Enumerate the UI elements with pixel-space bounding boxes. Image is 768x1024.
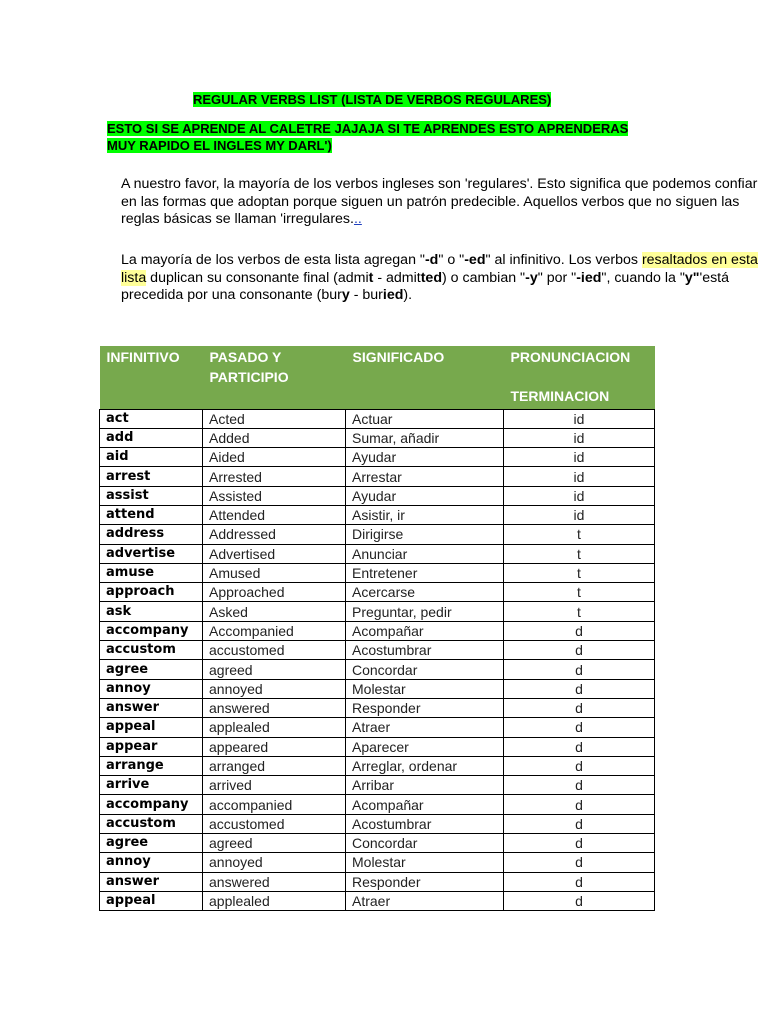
cell-pasado: applealed (203, 718, 346, 737)
cell-significado: Asistir, ir (346, 505, 504, 524)
cell-terminacion: d (504, 834, 655, 853)
cell-infinitivo: arrange (100, 756, 203, 775)
cell-infinitivo: answer (100, 698, 203, 717)
header-infinitivo: INFINITIVO (100, 346, 203, 409)
table-body (100, 409, 655, 911)
cell-significado: Ayudar (346, 486, 504, 505)
cell-pasado: Assisted (203, 486, 346, 505)
cell-pasado: accompanied (203, 795, 346, 814)
table-header-row (100, 346, 655, 409)
table-row (100, 448, 655, 467)
table-row (100, 872, 655, 891)
cell-pasado: Added (203, 428, 346, 447)
cell-infinitivo: appeal (100, 891, 203, 910)
table-row (100, 718, 655, 737)
cell-infinitivo: agree (100, 834, 203, 853)
cell-infinitivo: address (100, 525, 203, 544)
table-row (100, 621, 655, 640)
table-row (100, 583, 655, 602)
cell-significado: Dirigirse (346, 525, 504, 544)
header-pronunciacion: PRONUNCIACION TERMINACION (504, 346, 655, 409)
table-row (100, 814, 655, 833)
cell-significado: Entretener (346, 563, 504, 582)
cell-pasado: answered (203, 698, 346, 717)
cell-pasado: accustomed (203, 641, 346, 660)
cell-terminacion: d (504, 718, 655, 737)
document-title: REGULAR VERBS LIST (LISTA DE VERBOS REGULARES) (193, 92, 552, 107)
table-row (100, 756, 655, 775)
cell-pasado: arrived (203, 776, 346, 795)
cell-terminacion: id (504, 428, 655, 447)
cell-terminacion: d (504, 891, 655, 910)
cell-infinitivo: annoy (100, 679, 203, 698)
cell-infinitivo: approach (100, 583, 203, 602)
cell-terminacion: t (504, 563, 655, 582)
cell-significado: Sumar, añadir (346, 428, 504, 447)
cell-significado: Preguntar, pedir (346, 602, 504, 621)
cell-pasado: Acted (203, 409, 346, 428)
table-row (100, 602, 655, 621)
cell-significado: Actuar (346, 409, 504, 428)
cell-pasado: Attended (203, 505, 346, 524)
cell-significado: Arribar (346, 776, 504, 795)
table-row (100, 525, 655, 544)
cell-infinitivo: act (100, 409, 203, 428)
cell-pasado: Approached (203, 583, 346, 602)
table-row (100, 853, 655, 872)
cell-infinitivo: advertise (100, 544, 203, 563)
cell-terminacion: id (504, 448, 655, 467)
cell-significado: Molestar (346, 853, 504, 872)
cell-infinitivo: assist (100, 486, 203, 505)
cell-infinitivo: accustom (100, 641, 203, 660)
cell-terminacion: d (504, 737, 655, 756)
cell-terminacion: d (504, 776, 655, 795)
table-row (100, 428, 655, 447)
cell-infinitivo: accompany (100, 621, 203, 640)
cell-pasado: agreed (203, 834, 346, 853)
table-row (100, 563, 655, 582)
cell-significado: Aparecer (346, 737, 504, 756)
cell-infinitivo: arrive (100, 776, 203, 795)
cell-pasado: applealed (203, 891, 346, 910)
cell-infinitivo: accustom (100, 814, 203, 833)
highlighted-text: resaltados en esta lista (121, 252, 758, 286)
cell-terminacion: t (504, 583, 655, 602)
cell-infinitivo: add (100, 428, 203, 447)
table-row (100, 409, 655, 428)
cell-infinitivo: agree (100, 660, 203, 679)
cell-terminacion: id (504, 467, 655, 486)
intro-paragraph: A nuestro favor, la mayoría de los verbos ingleses son 'regulares'. Esto significa que podemos confiar en las formas que adoptan porque siguen un patrón predecible. Aquellos verbos que no siguen las reglas básicas se llaman 'irregulares... (121, 176, 758, 227)
cell-infinitivo: answer (100, 872, 203, 891)
cell-infinitivo: annoy (100, 853, 203, 872)
cell-infinitivo: aid (100, 448, 203, 467)
cell-terminacion: t (504, 544, 655, 563)
header-significado: SIGNIFICADO (346, 346, 504, 409)
header-pasado: PASADO Y PARTICIPIO (203, 346, 346, 409)
cell-terminacion: d (504, 814, 655, 833)
cell-significado: Acostumbrar (346, 814, 504, 833)
cell-significado: Arreglar, ordenar (346, 756, 504, 775)
cell-pasado: accustomed (203, 814, 346, 833)
cell-infinitivo: amuse (100, 563, 203, 582)
cell-significado: Ayudar (346, 448, 504, 467)
rules-paragraph: La mayoría de los verbos de esta lista agregan "-d" o "-ed" al infinitivo. Los verbos resaltados en esta lista duplican su consonante final (admit - admitted) o cambian "-y" por "-ied", cuando la "y"'está precedida por una consonante (bury - buried). (121, 252, 758, 303)
cell-significado: Responder (346, 698, 504, 717)
table-row (100, 544, 655, 563)
cell-terminacion: d (504, 679, 655, 698)
table-row (100, 891, 655, 910)
cell-terminacion: t (504, 525, 655, 544)
cell-pasado: arranged (203, 756, 346, 775)
cell-significado: Molestar (346, 679, 504, 698)
cell-terminacion: id (504, 505, 655, 524)
cell-pasado: Accompanied (203, 621, 346, 640)
cell-pasado: Amused (203, 563, 346, 582)
cell-pasado: Arrested (203, 467, 346, 486)
cell-significado: Acompañar (346, 795, 504, 814)
cell-infinitivo: arrest (100, 467, 203, 486)
cell-terminacion: id (504, 486, 655, 505)
table-row (100, 698, 655, 717)
cell-significado: Arrestar (346, 467, 504, 486)
cell-infinitivo: appeal (100, 718, 203, 737)
cell-terminacion: t (504, 602, 655, 621)
cell-significado: Atraer (346, 718, 504, 737)
cell-significado: Acercarse (346, 583, 504, 602)
paragraph-link[interactable]: .. (353, 211, 362, 227)
table-row (100, 737, 655, 756)
cell-pasado: Addressed (203, 525, 346, 544)
document-subtitle (107, 120, 707, 154)
cell-pasado: agreed (203, 660, 346, 679)
table-row (100, 679, 655, 698)
cell-terminacion: d (504, 872, 655, 891)
cell-pasado: annoyed (203, 853, 346, 872)
table-row (100, 486, 655, 505)
cell-significado: Acompañar (346, 621, 504, 640)
table-row (100, 467, 655, 486)
cell-significado: Concordar (346, 834, 504, 853)
cell-terminacion: id (504, 409, 655, 428)
cell-significado: Atraer (346, 891, 504, 910)
table-row (100, 505, 655, 524)
cell-terminacion: d (504, 660, 655, 679)
subtitle-line-1: ESTO SI SE APRENDE AL CALETRE JAJAJA SI TE APRENDES ESTO APRENDERAS (107, 121, 629, 136)
subtitle-line-2: MUY RAPIDO EL INGLES MY DARL') (107, 138, 332, 153)
verbs-table (99, 346, 655, 911)
cell-terminacion: d (504, 756, 655, 775)
cell-pasado: annoyed (203, 679, 346, 698)
cell-significado: Acostumbrar (346, 641, 504, 660)
cell-terminacion: d (504, 641, 655, 660)
cell-significado: Responder (346, 872, 504, 891)
cell-terminacion: d (504, 853, 655, 872)
cell-significado: Anunciar (346, 544, 504, 563)
cell-pasado: Aided (203, 448, 346, 467)
cell-infinitivo: ask (100, 602, 203, 621)
cell-terminacion: d (504, 621, 655, 640)
cell-significado: Concordar (346, 660, 504, 679)
cell-pasado: answered (203, 872, 346, 891)
table-row (100, 776, 655, 795)
cell-terminacion: d (504, 795, 655, 814)
cell-pasado: Asked (203, 602, 346, 621)
cell-pasado: appeared (203, 737, 346, 756)
table-row (100, 641, 655, 660)
cell-infinitivo: attend (100, 505, 203, 524)
cell-pasado: Advertised (203, 544, 346, 563)
table-row (100, 834, 655, 853)
cell-infinitivo: appear (100, 737, 203, 756)
cell-infinitivo: accompany (100, 795, 203, 814)
table-row (100, 795, 655, 814)
cell-terminacion: d (504, 698, 655, 717)
table-row (100, 660, 655, 679)
